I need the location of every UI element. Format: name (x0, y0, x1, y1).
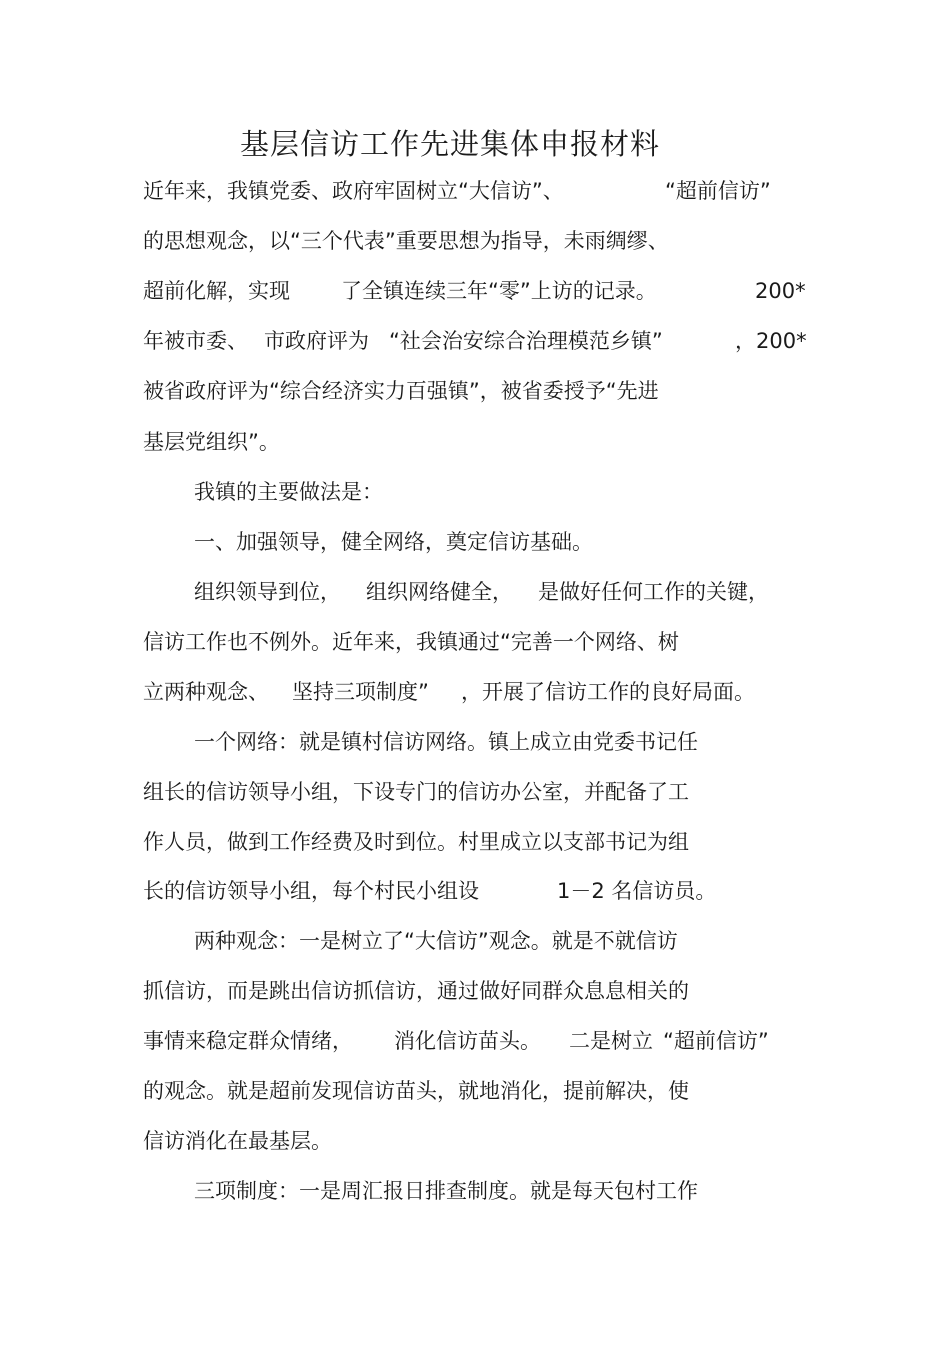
text-segment: 信访消化在最基层。 (143, 1129, 332, 1153)
text-segment: 一、加强领导，健全网络，奠定信访基础。 (194, 530, 593, 554)
text-segment: 立两种观念、 (143, 680, 269, 704)
text-segment: 作人员，做到工作经费及时到位。村里成立以支部书记为组 (143, 830, 689, 854)
text-segment: 了全镇连续三年“零”上访的记录。 (341, 279, 657, 303)
text-segment: 两种观念：一是树立了“大信访”观念。就是不就信访 (194, 929, 678, 953)
text-segment: “超前信访” (665, 179, 771, 203)
text-segment: 事情来稳定群众情绪， (143, 1029, 353, 1053)
text-segment: 抓信访，而是跳出信访抓信访，通过做好同群众息息相关的 (143, 979, 689, 1003)
text-segment: 消化信访苗头。 (394, 1029, 541, 1053)
text-segment: ，200* (735, 329, 807, 353)
text-segment: 被省政府评为“综合经济实力百强镇”，被省委授予“先进 (143, 379, 659, 403)
text-segment: 二是树立 (569, 1029, 653, 1053)
text-segment: 信访工作也不例外。近年来，我镇通过“完善一个网络、树 (143, 630, 679, 654)
text-segment: 组长的信访领导小组，下设专门的信访办公室，并配备了工 (143, 780, 689, 804)
text-segment: 超前化解，实现 (143, 279, 290, 303)
text-segment: 是做好任何工作的关键， (538, 580, 769, 604)
text-segment: 长的信访领导小组，每个村民小组设 (143, 879, 479, 903)
text-segment: 坚持三项制度” (292, 680, 429, 704)
text-segment: “社会治安综合治理模范乡镇” (389, 329, 663, 353)
text-segment: 的观念。就是超前发现信访苗头，就地消化，提前解决，使 (143, 1079, 689, 1103)
text-segment: “超前信访” (663, 1029, 769, 1053)
text-segment: 三项制度：一是周汇报日排查制度。就是每天包村工作 (194, 1179, 698, 1203)
text-segment: 近年来，我镇党委、政府牢固树立“大信访”、 (143, 179, 564, 203)
text-segment: 一个网络：就是镇村信访网络。镇上成立由党委书记任 (194, 730, 698, 754)
text-segment: 200* (755, 279, 806, 303)
text-segment: ，开展了信访工作的良好局面。 (461, 680, 755, 704)
text-segment: 组织网络健全， (366, 580, 513, 604)
text-segment: 的思想观念，以“三个代表”重要思想为指导，未雨绸缪、 (143, 229, 669, 253)
text-segment: 我镇的主要做法是： (194, 480, 383, 504)
text-segment: 基层党组织”。 (143, 430, 280, 454)
text-segment: 1－2 名信访员。 (557, 879, 717, 903)
text-segment: 组织领导到位， (194, 580, 341, 604)
document-title: 基层信访工作先进集体申报材料 (239, 127, 660, 161)
text-segment: 年被市委、 (143, 329, 248, 353)
text-segment: 市政府评为 (264, 329, 369, 353)
